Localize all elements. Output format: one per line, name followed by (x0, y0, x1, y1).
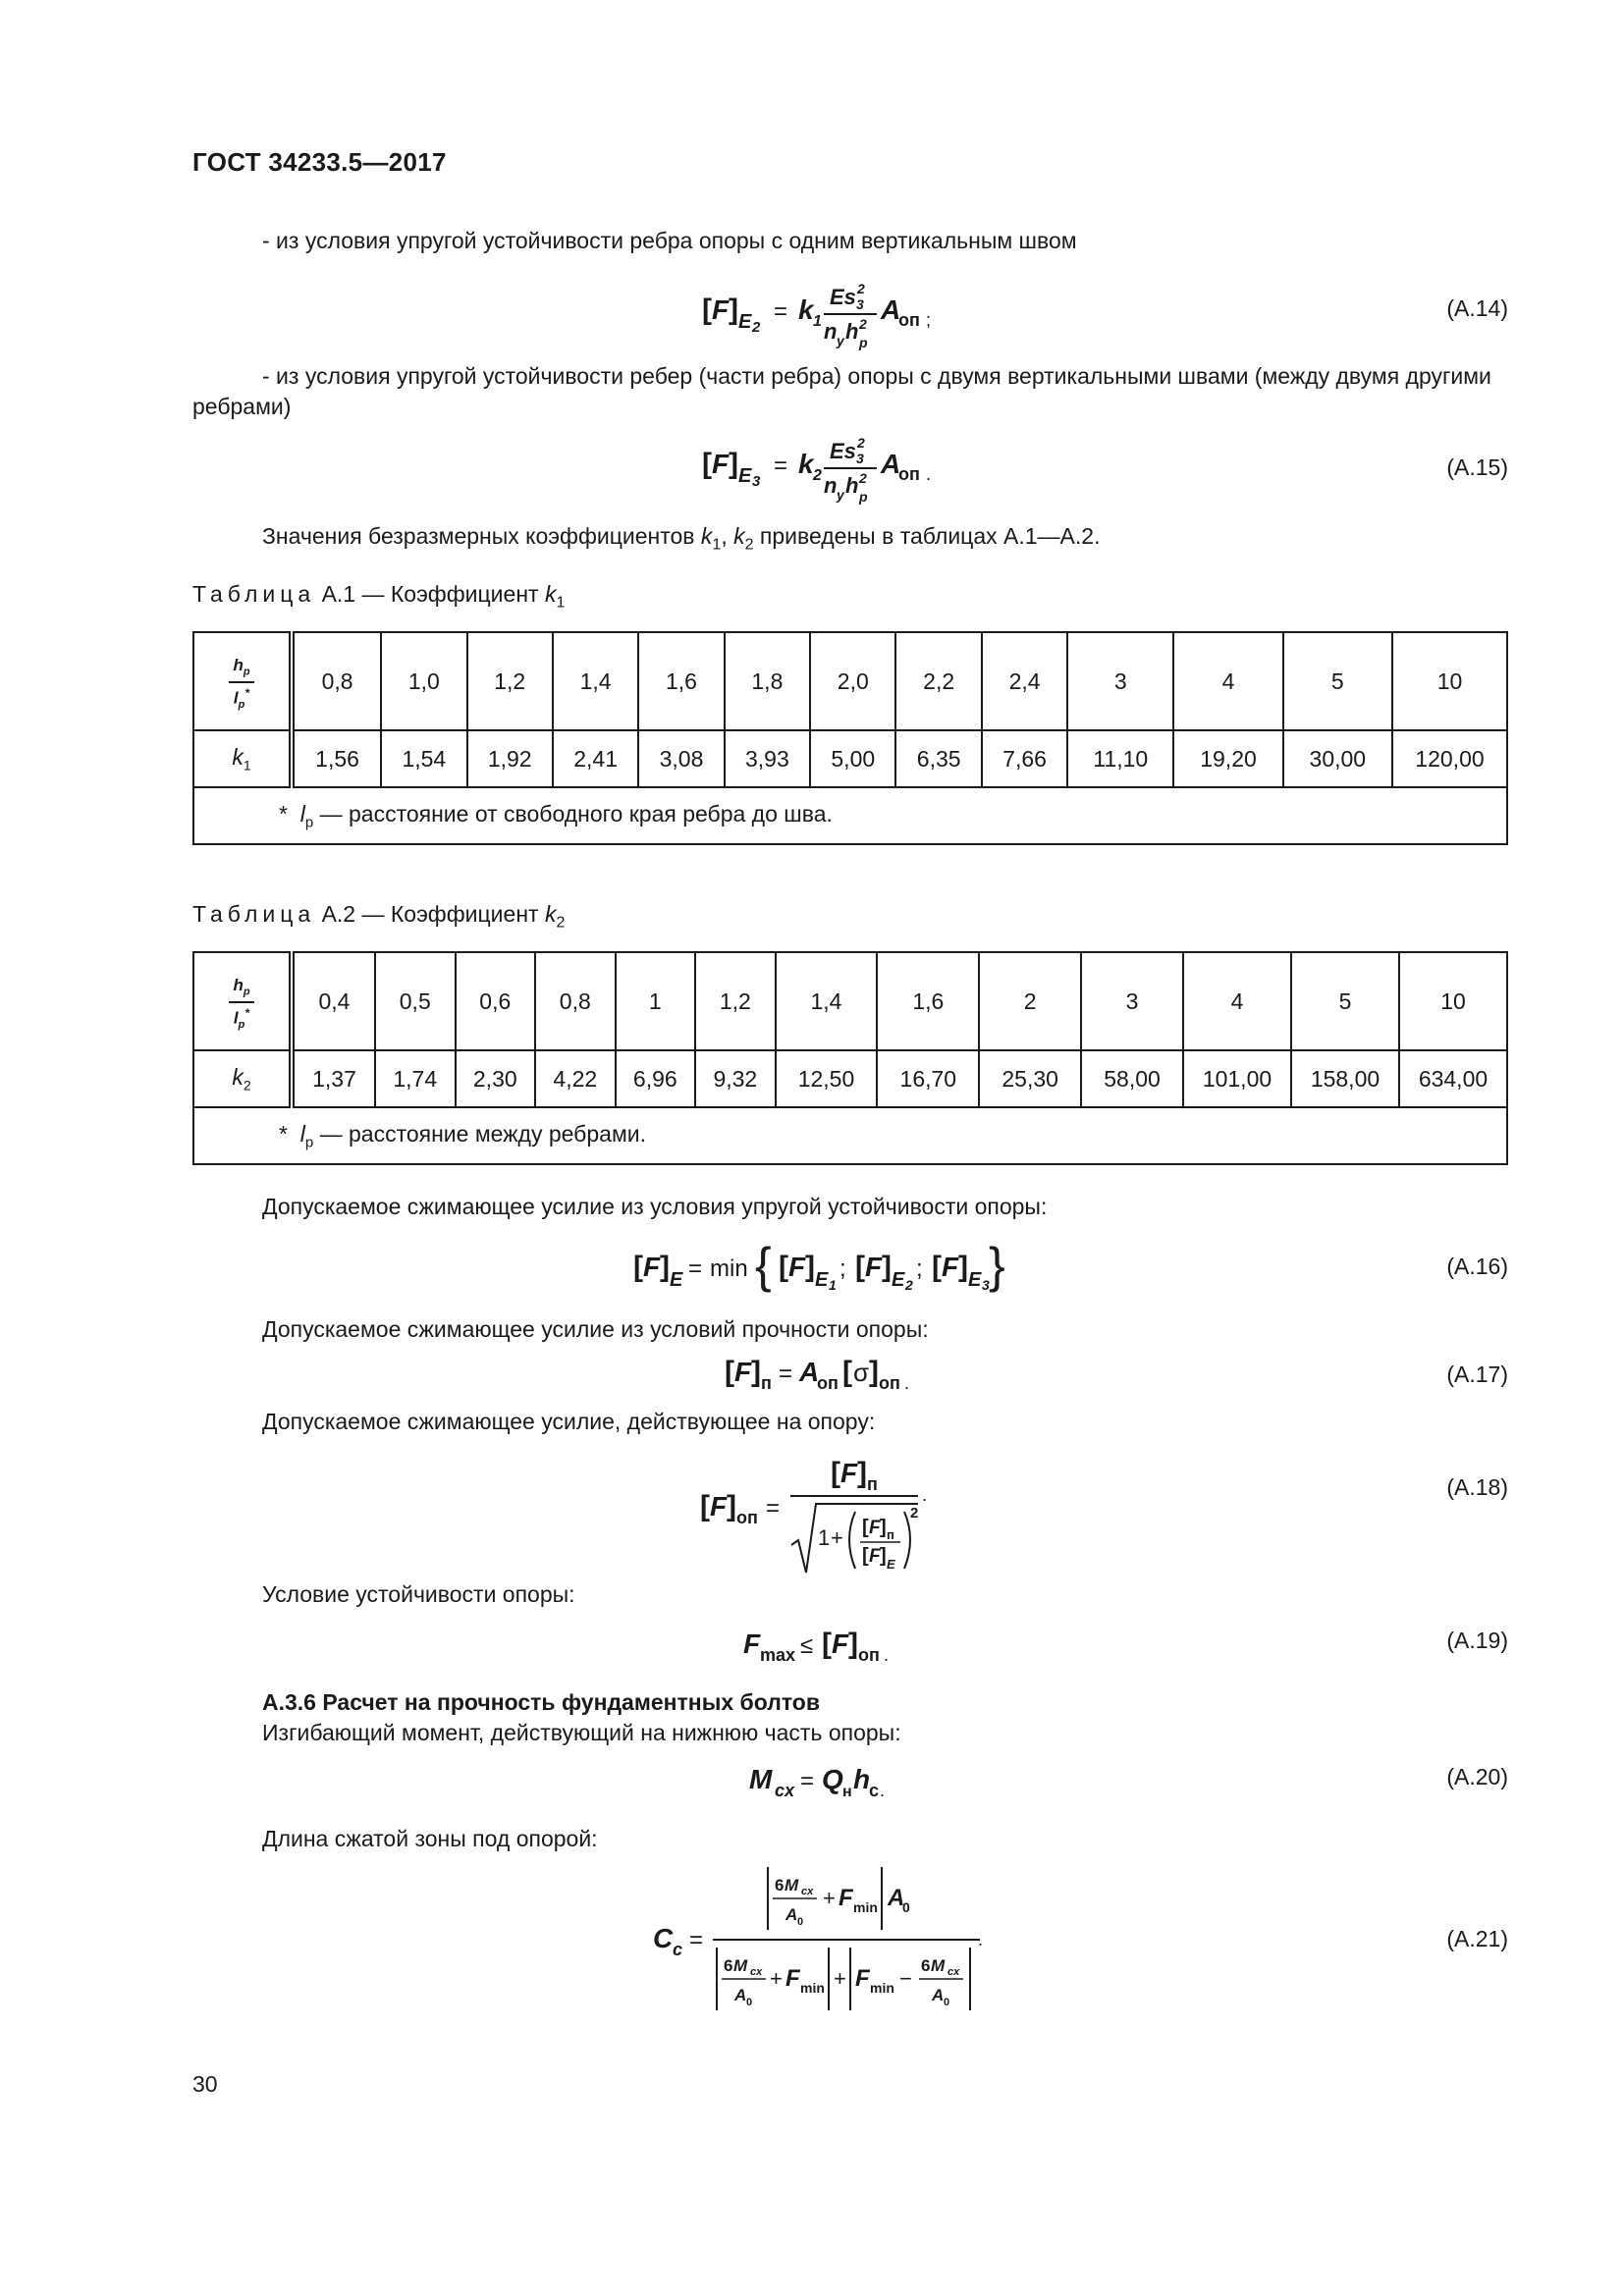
table1-header-row (193, 632, 1507, 730)
page-number: 30 (192, 2071, 218, 2097)
equation-number-a16: (А.16) (1446, 1254, 1508, 1279)
table2-cell: 25,30 (979, 1050, 1081, 1107)
svg-text:оп: оп (858, 1645, 880, 1665)
svg-text:F: F (869, 1518, 881, 1538)
table2-cell: 4,22 (535, 1050, 616, 1107)
svg-text:=: = (779, 1361, 793, 1387)
paragraph-compressed-zone: Длина сжатой зоны под опорой: (262, 1826, 598, 1851)
table-a1 (192, 631, 1508, 845)
table2-col: 1,4 (776, 952, 878, 1050)
svg-text:оп: оп (898, 464, 920, 484)
equation-number-a14: (А.14) (1446, 295, 1508, 321)
svg-text:min: min (853, 1899, 878, 1915)
svg-text:1: 1 (818, 1525, 831, 1550)
paragraph-coefficients: Значения безразмерных коэффициентов $k_1$, $k_2$ приведены в таблицах А.1—А.2. (262, 523, 1101, 554)
svg-text:6: 6 (775, 1876, 785, 1895)
svg-text:F: F (855, 1965, 870, 1992)
svg-text:y: y (837, 333, 844, 348)
svg-text:E: E (738, 311, 752, 333)
svg-text:[: [ (702, 294, 712, 326)
svg-text:cx: cx (775, 1781, 795, 1800)
table2-caption: Таблица А.2 — Коэффициент $k_2$ (192, 901, 566, 932)
svg-text:=: = (800, 1768, 815, 1794)
svg-text:п: п (887, 1527, 894, 1542)
svg-text:2: 2 (857, 281, 865, 296)
table2-col: 5 (1291, 952, 1399, 1050)
table2-cell: 1,37 (292, 1050, 375, 1107)
table2-col: 0,4 (292, 952, 375, 1050)
svg-text:E: E (892, 1269, 905, 1291)
table2-col: 1,2 (695, 952, 776, 1050)
svg-text:max: max (760, 1645, 796, 1665)
table2-cell: 16,70 (877, 1050, 979, 1107)
svg-text:n: n (824, 319, 838, 344)
svg-text:M: M (749, 1764, 773, 1794)
svg-text:2: 2 (813, 467, 822, 484)
svg-text:[: [ (822, 1628, 832, 1660)
table2-row-label: $k_2$ (193, 1050, 292, 1107)
svg-text:+: + (823, 1886, 836, 1910)
table1-cell: 11,10 (1067, 730, 1173, 787)
svg-text:[: [ (633, 1251, 643, 1283)
equation-number-a19: (А.19) (1446, 1628, 1508, 1653)
svg-text:≤: ≤ (800, 1632, 814, 1659)
svg-text:E: E (738, 465, 752, 487)
svg-text:;: ; (926, 310, 932, 330)
svg-text:.: . (880, 1781, 886, 1800)
svg-text:]: ] (880, 1545, 887, 1567)
table2-cell: 101,00 (1183, 1050, 1291, 1107)
svg-text:k: k (798, 449, 814, 479)
svg-text:=: = (774, 298, 788, 325)
svg-text:}: } (989, 1238, 1005, 1293)
svg-text:]: ] (857, 1457, 867, 1489)
svg-text:F: F (788, 1252, 806, 1282)
table1-note: * $l_p$ — расстояние от свободного края ребра до шва. (193, 787, 1507, 844)
table1-col: 5 (1283, 632, 1392, 730)
paragraph-allowed-force: Допускаемое сжимающее усилие, действующее на опору: (262, 1409, 876, 1434)
svg-text:=: = (689, 1927, 704, 1953)
svg-text:6: 6 (921, 1956, 931, 1975)
svg-text:n: n (824, 473, 838, 498)
svg-text:]: ] (882, 1251, 892, 1283)
svg-text:[: [ (725, 1356, 734, 1388)
svg-text:F: F (832, 1629, 849, 1659)
table1-col: 2,0 (810, 632, 895, 730)
table1-col: 4 (1173, 632, 1282, 730)
svg-text:3: 3 (982, 1277, 990, 1293)
table2-cell: 58,00 (1081, 1050, 1183, 1107)
svg-text:F: F (839, 1885, 853, 1911)
svg-text:6: 6 (724, 1956, 733, 1975)
svg-text:Es: Es (830, 285, 856, 309)
formula-a15 (702, 429, 957, 507)
svg-text:A: A (799, 1357, 820, 1387)
paragraph-bending-moment: Изгибающий момент, действующий на нижнюю часть опоры: (262, 1720, 901, 1745)
equation-number-a15: (А.15) (1446, 454, 1508, 480)
svg-text:F: F (942, 1252, 959, 1282)
svg-text:п: п (761, 1373, 772, 1393)
svg-text:+: + (770, 1966, 783, 1991)
table2-col: 3 (1081, 952, 1183, 1050)
table1-cell: 1,56 (292, 730, 381, 787)
svg-text:п: п (867, 1474, 878, 1494)
table1-col: 3 (1067, 632, 1173, 730)
svg-text:Es: Es (830, 439, 856, 463)
table1-col: 10 (1392, 632, 1507, 730)
formula-a14 (702, 275, 957, 353)
svg-text:[: [ (855, 1251, 865, 1283)
svg-text:2: 2 (910, 1505, 919, 1522)
paragraph-strength: Допускаемое сжимающее усилие из условий прочности опоры: (262, 1316, 929, 1342)
svg-text:1: 1 (813, 313, 822, 330)
svg-text:3: 3 (752, 473, 761, 490)
svg-text:Q: Q (822, 1764, 843, 1794)
svg-text:0: 0 (902, 1899, 910, 1915)
svg-text:c: c (673, 1940, 683, 1959)
formula-a21 (648, 1861, 992, 2018)
svg-text:y: y (837, 487, 844, 503)
table1-row-label: $k_1$ (193, 730, 292, 787)
svg-text:]: ] (751, 1356, 761, 1388)
svg-text:.: . (904, 1373, 910, 1393)
svg-text:]: ] (729, 294, 738, 326)
svg-text:[: [ (831, 1457, 840, 1489)
table1-cell: 3,08 (638, 730, 724, 787)
svg-text:min: min (800, 1980, 825, 1996)
svg-text:оп: оп (817, 1373, 839, 1393)
svg-text:A: A (881, 449, 901, 479)
svg-text:E: E (670, 1269, 683, 1291)
svg-text:]: ] (805, 1251, 815, 1283)
svg-text:p: p (859, 489, 868, 505)
table2-col: 1,6 (877, 952, 979, 1050)
table1-cell: 7,66 (982, 730, 1067, 787)
table1-cell: 30,00 (1283, 730, 1392, 787)
svg-text:=: = (774, 453, 788, 479)
svg-text:F: F (710, 1491, 728, 1522)
svg-text:[: [ (700, 1490, 710, 1522)
svg-text:[: [ (702, 448, 712, 480)
equation-number-a21: (А.21) (1446, 1926, 1508, 1951)
svg-text:σ: σ (853, 1358, 870, 1387)
table1-col: 1,0 (381, 632, 466, 730)
svg-text:.: . (978, 1930, 984, 1949)
formula-a17 (725, 1350, 921, 1399)
table2-cell: 2,30 (456, 1050, 536, 1107)
table1-cell: 3,93 (725, 730, 810, 787)
svg-text:h: h (845, 473, 859, 498)
svg-text:=: = (766, 1495, 781, 1522)
svg-text:0: 0 (797, 1916, 804, 1928)
table2-header-fraction: $\frac{h_p}{l_p^*}$ (193, 952, 292, 1050)
svg-text:]: ] (869, 1356, 879, 1388)
table2-col: 4 (1183, 952, 1291, 1050)
svg-text:F: F (743, 1629, 761, 1659)
table2-col: 0,5 (375, 952, 456, 1050)
table1-note-row (193, 787, 1507, 844)
svg-text:3: 3 (856, 451, 864, 466)
table2-value-row (193, 1050, 1507, 1107)
svg-text:M: M (733, 1956, 748, 1975)
table1-header-fraction: $\frac{h_p}{l_p^*}$ (193, 632, 292, 730)
svg-text:]: ] (660, 1251, 670, 1283)
table1-col: 2,4 (982, 632, 1067, 730)
svg-text:[: [ (862, 1545, 869, 1567)
svg-text:.: . (926, 464, 932, 484)
svg-text:н: н (842, 1784, 852, 1800)
svg-text:F: F (734, 1357, 752, 1387)
svg-text:E: E (887, 1557, 895, 1572)
table1-col: 1,8 (725, 632, 810, 730)
svg-text:cx: cx (947, 1966, 960, 1978)
table1-col: 1,6 (638, 632, 724, 730)
table2-cell: 9,32 (695, 1050, 776, 1107)
table1-cell: 120,00 (1392, 730, 1507, 787)
paragraph-rib-two-seams: - из условия упругой устойчивости ребер (части ребра) опоры с двумя вертикальными швами (между двумя другими ребрами) (192, 363, 1491, 419)
table2-col: 10 (1399, 952, 1507, 1050)
svg-text:h: h (845, 319, 859, 344)
svg-text:k: k (798, 294, 814, 325)
svg-text:M: M (785, 1876, 799, 1895)
table1-col: 2,2 (895, 632, 981, 730)
table1-col: 0,8 (292, 632, 381, 730)
svg-text:]: ] (848, 1628, 858, 1660)
paragraph-stability-condition: Условие устойчивости опоры: (262, 1581, 575, 1607)
svg-text:cx: cx (801, 1886, 814, 1897)
svg-text:3: 3 (856, 296, 864, 312)
formula-a19 (743, 1622, 900, 1671)
svg-text:p: p (859, 335, 868, 350)
table1-caption: Таблица А.1 — Коэффициент $k_1$ (192, 581, 566, 612)
svg-text:E: E (968, 1269, 982, 1291)
svg-text:1: 1 (829, 1277, 837, 1293)
equation-number-a18: (А.18) (1446, 1474, 1508, 1500)
svg-text:]: ] (727, 1490, 736, 1522)
formula-a16 (633, 1237, 1006, 1306)
table2-cell: 6,96 (616, 1050, 696, 1107)
table1-col: 1,2 (467, 632, 553, 730)
section-title: А.3.6 Расчет на прочность фундаментных болтов (262, 1689, 820, 1715)
svg-text:[: [ (862, 1517, 869, 1538)
table1-cell: 1,54 (381, 730, 466, 787)
table2-note: * $l_p$ — расстояние между ребрами. (193, 1107, 1507, 1164)
svg-text:F: F (785, 1965, 800, 1992)
svg-text:2: 2 (859, 470, 867, 486)
svg-text:E: E (815, 1269, 829, 1291)
svg-text:h: h (853, 1764, 871, 1794)
table2-note-row (193, 1107, 1507, 1164)
svg-text:A: A (881, 294, 901, 325)
svg-text:A: A (785, 1905, 798, 1924)
svg-text:F: F (840, 1458, 858, 1488)
svg-text:−: − (899, 1966, 912, 1991)
svg-text:.: . (884, 1645, 890, 1665)
svg-text:F: F (865, 1252, 883, 1282)
svg-text:+: + (831, 1525, 843, 1550)
svg-text:2: 2 (752, 319, 761, 336)
table2-header-row (193, 952, 1507, 1050)
svg-text:оп: оп (736, 1508, 758, 1527)
table2-cell: 158,00 (1291, 1050, 1399, 1107)
paragraph-elastic-stability: Допускаемое сжимающее усилие из условия упругой устойчивости опоры: (262, 1194, 1048, 1219)
svg-text:A: A (734, 1986, 747, 2004)
equation-number-a17: (А.17) (1446, 1362, 1508, 1387)
svg-text:;: ; (916, 1255, 923, 1282)
svg-text:c: c (869, 1781, 880, 1800)
svg-text:оп: оп (898, 310, 920, 330)
table2-cell: 634,00 (1399, 1050, 1507, 1107)
table1-value-row (193, 730, 1507, 787)
table1-cell: 1,92 (467, 730, 553, 787)
table-a2 (192, 951, 1508, 1165)
svg-text:min: min (710, 1255, 748, 1282)
svg-text:2: 2 (859, 316, 867, 332)
table2-col: 1 (616, 952, 696, 1050)
formula-a18 (700, 1447, 936, 1579)
svg-text:A: A (888, 1885, 905, 1911)
svg-text:[: [ (842, 1356, 852, 1388)
svg-text:]: ] (729, 448, 738, 480)
svg-text:0: 0 (746, 1997, 753, 2008)
table2-col: 2 (979, 952, 1081, 1050)
table1-cell: 6,35 (895, 730, 981, 787)
svg-text:[: [ (779, 1251, 788, 1283)
svg-text:{: { (755, 1238, 772, 1293)
table2-cell: 12,50 (776, 1050, 878, 1107)
paragraph-rib-single-seam: - из условия упругой устойчивости ребра опоры с одним вертикальным швом (262, 228, 1077, 253)
table1-col: 1,4 (553, 632, 638, 730)
svg-text:cx: cx (750, 1966, 763, 1978)
table1-cell: 2,41 (553, 730, 638, 787)
table1-cell: 5,00 (810, 730, 895, 787)
document-header: ГОСТ 34233.5—2017 (192, 147, 447, 177)
svg-text:F: F (712, 449, 730, 479)
svg-text:F: F (869, 1546, 881, 1567)
svg-text:]: ] (880, 1517, 887, 1538)
table1-cell: 19,20 (1173, 730, 1282, 787)
svg-text:оп: оп (879, 1373, 900, 1393)
equation-number-a20: (А.20) (1446, 1764, 1508, 1789)
table2-col: 0,6 (456, 952, 536, 1050)
svg-text:+: + (834, 1966, 846, 1991)
svg-text:F: F (643, 1252, 661, 1282)
svg-text:.: . (922, 1485, 928, 1505)
svg-text:0: 0 (944, 1997, 950, 2008)
svg-text:]: ] (958, 1251, 968, 1283)
svg-text:2: 2 (905, 1277, 913, 1293)
table2-col: 0,8 (535, 952, 616, 1050)
svg-text:2: 2 (857, 435, 865, 451)
svg-text:C: C (653, 1923, 674, 1953)
svg-text:M: M (931, 1956, 946, 1975)
formula-a20 (749, 1757, 906, 1806)
svg-text:F: F (712, 294, 730, 325)
svg-text:[: [ (932, 1251, 942, 1283)
svg-text:A: A (932, 1986, 945, 2004)
svg-text:min: min (870, 1980, 894, 1996)
svg-text:;: ; (839, 1255, 846, 1282)
table2-cell: 1,74 (375, 1050, 456, 1107)
svg-text:=: = (688, 1255, 703, 1282)
